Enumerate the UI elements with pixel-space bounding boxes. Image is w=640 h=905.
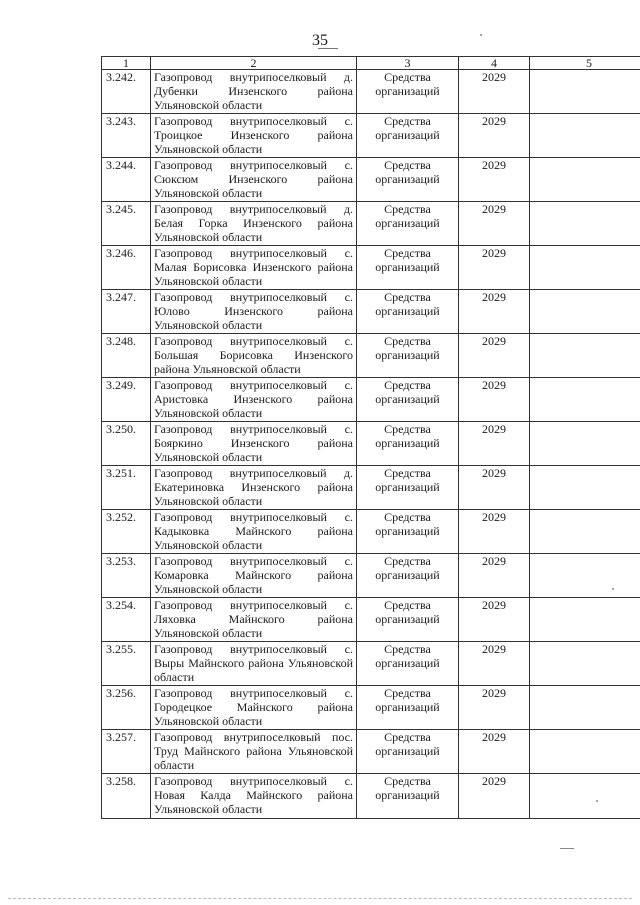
note-cell [530, 246, 640, 290]
description-cell: Газопровод внутрипоселковый с. Троицкое Инзенского района Ульяновской области [151, 114, 357, 158]
funding-source-cell: Средства организаций [357, 158, 459, 202]
funding-source-cell: Средства организаций [357, 114, 459, 158]
note-cell [530, 422, 640, 466]
year-cell: 2029 [459, 114, 530, 158]
funding-source-cell: Средства организаций [357, 598, 459, 642]
table-row [102, 290, 640, 334]
table-row [102, 334, 640, 378]
note-cell [530, 378, 640, 422]
description-cell: Газопровод внутрипоселковый д. Белая Горка Инзенского района Ульяновской области [151, 202, 357, 246]
table-row [102, 466, 640, 510]
funding-source-cell: Средства организаций [357, 466, 459, 510]
table-row [102, 158, 640, 202]
table-row [102, 686, 640, 730]
table-row [102, 202, 640, 246]
year-cell: 2029 [459, 642, 530, 686]
funding-source-cell: Средства организаций [357, 642, 459, 686]
table-row [102, 774, 640, 819]
row-number-cell: 3.251. [102, 466, 151, 510]
row-number-cell: 3.258. [102, 774, 151, 819]
funding-source-cell: Средства организаций [357, 70, 459, 114]
funding-source-cell: Средства организаций [357, 686, 459, 730]
description-cell: Газопровод внутрипоселковый д. Дубенки Инзенского района Ульяновской области [151, 70, 357, 114]
row-number-cell: 3.243. [102, 114, 151, 158]
note-cell [530, 202, 640, 246]
note-cell [530, 730, 640, 774]
year-cell: 2029 [459, 510, 530, 554]
row-number-cell: 3.257. [102, 730, 151, 774]
scan-speck [560, 848, 574, 849]
page-edge-line [8, 898, 632, 899]
year-cell: 2029 [459, 686, 530, 730]
row-number-cell: 3.248. [102, 334, 151, 378]
year-cell: 2029 [459, 554, 530, 598]
table-row [102, 246, 640, 290]
col-header-3: 3 [357, 57, 459, 70]
table-row [102, 642, 640, 686]
funding-source-cell: Средства организаций [357, 334, 459, 378]
funding-source-cell: Средства организаций [357, 730, 459, 774]
funding-source-cell: Средства организаций [357, 290, 459, 334]
year-cell: 2029 [459, 290, 530, 334]
year-cell: 2029 [459, 730, 530, 774]
year-cell: 2029 [459, 378, 530, 422]
row-number-cell: 3.255. [102, 642, 151, 686]
header-dash [318, 48, 338, 49]
table-header-row [102, 57, 640, 70]
note-cell [530, 466, 640, 510]
row-number-cell: 3.245. [102, 202, 151, 246]
table-row [102, 378, 640, 422]
note-cell [530, 686, 640, 730]
table-row [102, 510, 640, 554]
scan-speck [612, 588, 614, 590]
row-number-cell: 3.254. [102, 598, 151, 642]
funding-source-cell: Средства организаций [357, 202, 459, 246]
year-cell: 2029 [459, 466, 530, 510]
year-cell: 2029 [459, 158, 530, 202]
description-cell: Газопровод внутрипоселковый с. Городецкое Майнского района Ульяновской области [151, 686, 357, 730]
row-number-cell: 3.250. [102, 422, 151, 466]
table-row [102, 70, 640, 114]
page-number: 35 [312, 32, 328, 49]
col-header-1: 1 [102, 57, 151, 70]
note-cell [530, 114, 640, 158]
table-row [102, 422, 640, 466]
row-number-cell: 3.244. [102, 158, 151, 202]
funding-source-cell: Средства организаций [357, 378, 459, 422]
note-cell [530, 70, 640, 114]
note-cell [530, 334, 640, 378]
table-row [102, 114, 640, 158]
year-cell: 2029 [459, 598, 530, 642]
year-cell: 2029 [459, 774, 530, 819]
note-cell [530, 554, 640, 598]
description-cell: Газопровод внутрипоселковый с. Юлово Инзенского района Ульяновской области [151, 290, 357, 334]
funding-source-cell: Средства организаций [357, 554, 459, 598]
row-number-cell: 3.242. [102, 70, 151, 114]
year-cell: 2029 [459, 334, 530, 378]
description-cell: Газопровод внутрипоселковый с. Новая Калда Майнского района Ульяновской области [151, 774, 357, 819]
description-cell: Газопровод внутрипоселковый с. Малая Борисовка Инзенского района Ульяновской области [151, 246, 357, 290]
col-header-4: 4 [459, 57, 530, 70]
scan-speck [480, 34, 482, 36]
description-cell: Газопровод внутрипоселковый д. Екатериновка Инзенского района Ульяновской области [151, 466, 357, 510]
description-cell: Газопровод внутрипоселковый с. Сюксюм Инзенского района Ульяновской области [151, 158, 357, 202]
col-header-5: 5 [530, 57, 640, 70]
note-cell [530, 774, 640, 819]
note-cell [530, 510, 640, 554]
program-table [101, 56, 640, 819]
description-cell: Газопровод внутрипоселковый пос. Труд Майнского района Ульяновской области [151, 730, 357, 774]
description-cell: Газопровод внутрипоселковый с. Выры Майнского района Ульяновской области [151, 642, 357, 686]
scan-speck [596, 800, 598, 802]
note-cell [530, 642, 640, 686]
year-cell: 2029 [459, 70, 530, 114]
row-number-cell: 3.252. [102, 510, 151, 554]
row-number-cell: 3.246. [102, 246, 151, 290]
row-number-cell: 3.253. [102, 554, 151, 598]
funding-source-cell: Средства организаций [357, 246, 459, 290]
funding-source-cell: Средства организаций [357, 774, 459, 819]
description-cell: Газопровод внутрипоселковый с. Большая Борисовка Инзенского района Ульяновской области [151, 334, 357, 378]
year-cell: 2029 [459, 246, 530, 290]
description-cell: Газопровод внутрипоселковый с. Бояркино Инзенского района Ульяновской области [151, 422, 357, 466]
description-cell: Газопровод внутрипоселковый с. Аристовка Инзенского района Ульяновской области [151, 378, 357, 422]
note-cell [530, 158, 640, 202]
year-cell: 2029 [459, 422, 530, 466]
table-row [102, 730, 640, 774]
description-cell: Газопровод внутрипоселковый с. Кадыковка Майнского района Ульяновской области [151, 510, 357, 554]
row-number-cell: 3.247. [102, 290, 151, 334]
note-cell [530, 290, 640, 334]
row-number-cell: 3.256. [102, 686, 151, 730]
table-row [102, 598, 640, 642]
year-cell: 2029 [459, 202, 530, 246]
description-cell: Газопровод внутрипоселковый с. Ляховка Майнского района Ульяновской области [151, 598, 357, 642]
table-row [102, 554, 640, 598]
funding-source-cell: Средства организаций [357, 510, 459, 554]
note-cell [530, 598, 640, 642]
funding-source-cell: Средства организаций [357, 422, 459, 466]
description-cell: Газопровод внутрипоселковый с. Комаровка Майнского района Ульяновской области [151, 554, 357, 598]
col-header-2: 2 [151, 57, 357, 70]
row-number-cell: 3.249. [102, 378, 151, 422]
